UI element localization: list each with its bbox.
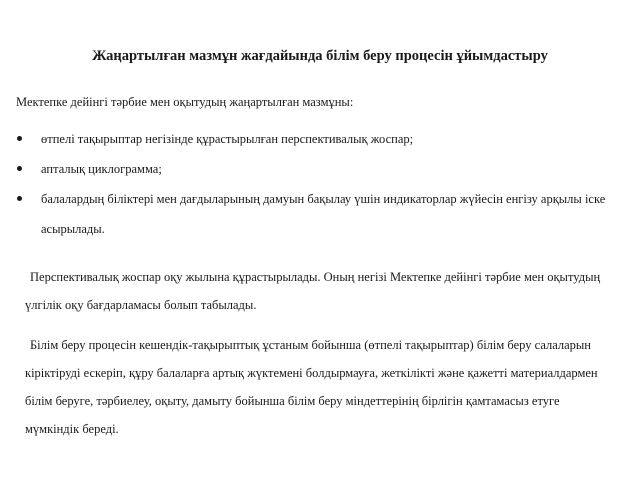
intro-text: Мектепке дейінгі тәрбие мен оқытудың жаңартылған мазмұны: bbox=[16, 95, 354, 109]
bullet-item: өтпелі тақырыптар негізінде құрастырылған перспективалық жоспар; bbox=[16, 124, 620, 154]
bullet-item: балалардың біліктері мен дағдыларының дамуын бақылау үшін индикаторлар жүйесін енгізу арқылы іске асырылады. bbox=[16, 184, 620, 244]
slide-title: Жаңартылған мазмұн жағдайында білім беру процесін ұйымдастыру bbox=[92, 48, 548, 64]
paragraph-education-process: Білім беру процесін кешендік-тақырыптық ұстаным бойынша (өтпелі тақырыптар) білім беру салаларын кіріктіруді ескеріп, құру балаларға артық жүктемені болдырмауға, жеткілікті және қажетті материалдармен білім беруге, тәрбиелеу, оқыту, дамыту бойынша білім беру міндеттерінің бірлігін қамтамасыз етуге мүмкіндік береді. bbox=[25, 338, 598, 436]
bullet-item: апталық циклограмма; bbox=[16, 154, 620, 184]
bullet-list bbox=[16, 124, 620, 244]
paragraph-perspective-plan: Перспективалық жоспар оқу жылына құрастырылады. Оның негізі Мектепке дейінгі тәрбие мен оқытудың үлгілік оқу бағдарламасы болып табылады. bbox=[25, 270, 601, 312]
